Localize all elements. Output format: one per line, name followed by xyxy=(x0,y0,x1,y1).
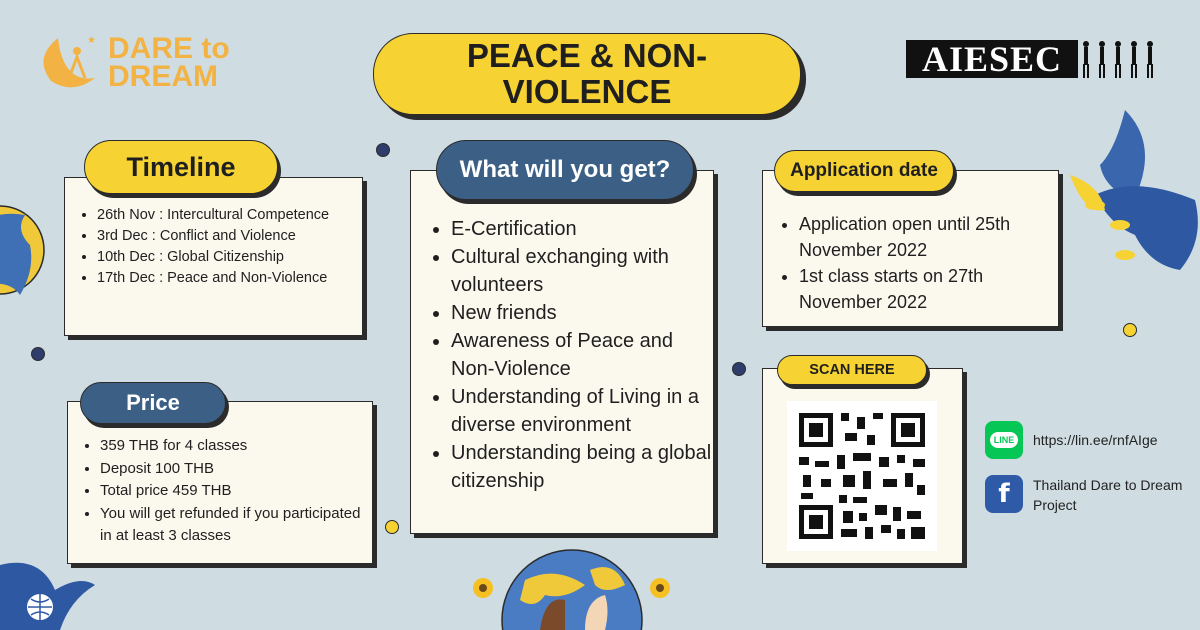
decor-dot xyxy=(31,347,45,361)
application-item: • Application open until 25th November 2022 xyxy=(799,211,1058,263)
price-heading: Price xyxy=(80,382,226,424)
facebook-icon-label: f xyxy=(998,479,1010,509)
benefit-item: • Awareness of Peace and Non-Violence xyxy=(451,327,713,383)
line-url-link[interactable]: https://lin.ee/rnfAIge xyxy=(1033,432,1158,448)
page-title xyxy=(373,33,801,115)
timeline-item: • 17th Dec : Peace and Non-Violence xyxy=(97,268,362,289)
application-list xyxy=(777,211,1058,315)
benefit-item: • E-Certification xyxy=(451,215,713,243)
globe-hands-illustration xyxy=(465,540,680,630)
application-item: • 1st class starts on 27th November 2022 xyxy=(799,263,1058,315)
dove-right-illustration xyxy=(1065,105,1200,275)
facebook-icon xyxy=(985,475,1023,513)
benefits-list xyxy=(429,215,713,495)
benefits-heading: What will you get? xyxy=(436,140,694,200)
globe-left-illustration xyxy=(0,185,50,315)
decor-dot xyxy=(376,143,390,157)
timeline-list xyxy=(75,205,362,289)
aiesec-logo: AIESEC xyxy=(906,40,1078,78)
benefit-item: • Understanding being a global citizenship xyxy=(451,439,713,495)
timeline-item: • 3rd Dec : Conflict and Violence xyxy=(97,226,362,247)
moon-logo-icon xyxy=(33,33,103,93)
qr-code-icon[interactable] xyxy=(787,401,937,551)
facebook-page-link[interactable]: Thailand Dare to Dream Project xyxy=(1033,477,1183,513)
benefit-item: • Understanding of Living in a diverse environment xyxy=(451,383,713,439)
decor-dot xyxy=(732,362,746,376)
qr-card xyxy=(762,368,963,564)
line-icon xyxy=(985,421,1023,459)
price-item: • Deposit 100 THB xyxy=(100,458,372,481)
scan-heading: SCAN HERE xyxy=(777,355,927,385)
price-item: • You will get refunded if you participated in at least 3 classes xyxy=(100,503,372,548)
benefit-item: • Cultural exchanging with volunteers xyxy=(451,243,713,299)
price-item: • 359 THB for 4 classes xyxy=(100,435,372,458)
evolution-figures-icon xyxy=(1078,38,1164,80)
decor-dot xyxy=(385,520,399,534)
timeline-card xyxy=(64,177,363,336)
timeline-item: • 10th Dec : Global Citizenship xyxy=(97,247,362,268)
price-list xyxy=(78,435,372,548)
benefit-item: • New friends xyxy=(451,299,713,327)
benefits-card xyxy=(410,170,714,534)
decor-dot xyxy=(1123,323,1137,337)
timeline-heading: Timeline xyxy=(84,140,278,194)
line-contact[interactable] xyxy=(985,421,1158,459)
facebook-contact[interactable] xyxy=(985,475,1198,515)
page-title-text: PEACE & NON-VIOLENCE xyxy=(466,37,708,110)
svg-text:★: ★ xyxy=(87,35,96,46)
logo-line-1: DARE to xyxy=(108,32,230,65)
application-heading: Application date xyxy=(774,150,954,192)
line-icon-label: LINE xyxy=(990,432,1019,448)
price-item: • Total price 459 THB xyxy=(100,480,372,503)
price-card xyxy=(67,401,373,564)
logo-line-2: DREAM xyxy=(108,60,218,93)
timeline-item: • 26th Nov : Intercultural Competence xyxy=(97,205,362,226)
application-card xyxy=(762,170,1059,327)
